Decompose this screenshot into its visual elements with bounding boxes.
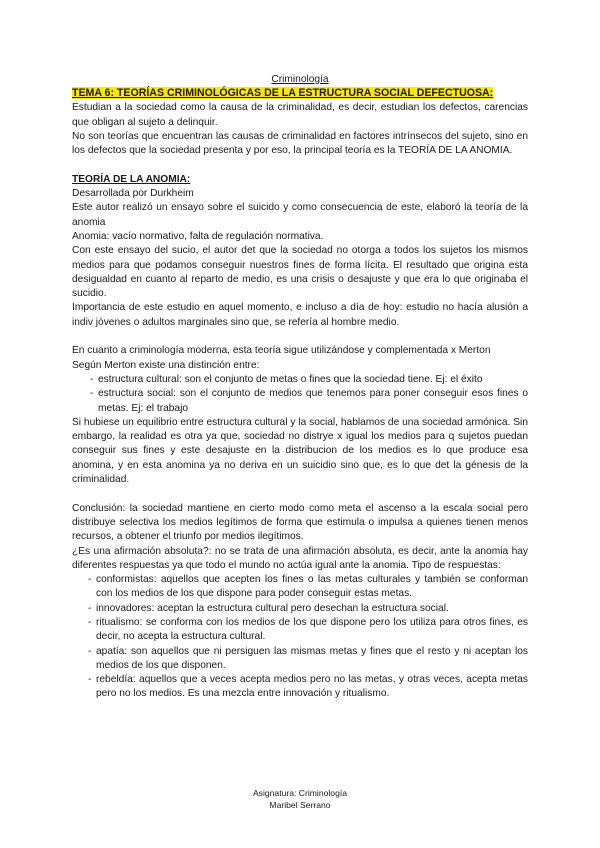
merton-paragraph: En cuanto a criminología moderna, esta teoría sigue utilizándose y complementada x Merton xyxy=(72,345,491,357)
list-item-text: estructura cultural: son el conjunto de metas o fines que la sociedad tiene. Ej: el éxito xyxy=(98,373,483,385)
dash-bullet: - xyxy=(88,574,92,586)
anomia-paragraph: Este autor realizó un ensayo sobre el suicido y como consecuencia de este, elaboró la teoría de la anomia xyxy=(72,202,528,228)
dash-bullet: - xyxy=(88,645,92,657)
list-item-text: ritualismo: se conforma con los medios de los que dispone pero los utiliza para otros fines, es decir, no acepta la estructura cultural. xyxy=(96,616,528,643)
tema-title: TEMA 6: TEORÍAS CRIMINOLÓGICAS DE LA ESTRUCTURA SOCIAL DEFECTUOSA: xyxy=(72,87,494,99)
tema-paragraph: No son teorías que encuentran las causas de criminalidad en factores intrínsecos del sujeto, sino en los defectos que la sociedad presenta y por eso, la principal teoría es la TEORÍA DE LA ANOMIA. xyxy=(72,130,528,157)
tema-paragraph: Estudian a la sociedad como la causa de la criminalidad, es decir, estudian los defectos, carencias que obligan al sujeto a delinquir. xyxy=(72,102,528,128)
page-footer xyxy=(0,787,600,811)
list-item xyxy=(72,387,528,416)
list-item-text: conformistas: aquellos que acepten los fines o las metas culturales y también se conforman con los medios de los que dispone para poder conseguir estas metas. xyxy=(96,574,528,600)
list-item xyxy=(72,645,528,674)
footer-author: Maribel Serrano xyxy=(269,800,331,810)
anomia-paragraph: Importancia de este estudio en aquel momento, e incluso a día de hoy: estudio no hacía alusión a indiv jóvenes o adultos marginales sino que, se refería al hombre medio. xyxy=(72,302,528,328)
anomia-title: TEORÍA DE LA ANOMIA: xyxy=(72,173,191,185)
list-item xyxy=(72,373,528,387)
dash-bullet: - xyxy=(90,373,94,385)
merton-paragraph: Según Merton existe una distinción entre: xyxy=(72,359,260,371)
footer-subject: Asignatura: Criminología xyxy=(252,788,348,798)
list-item-text: innovadores: aceptan la estructura cultural pero desechan la estructura social. xyxy=(96,602,449,614)
responses-list xyxy=(72,573,528,702)
anomia-paragraph: Con este ensayo del sucio, el autor det que la sociedad no otorga a todos los sujetos los mismos medios para que podamos conseguir nuestros fines de forma lícita. El resultado que origina esta desigualdad en cuanto al reparto de medio, es una crisis o desajuste y que era lo que originaba el sucidio. xyxy=(72,245,528,300)
list-item xyxy=(72,573,528,602)
spacer xyxy=(72,330,528,344)
list-item-text: estructura social: son el conjunto de medios que tenemos para poner conseguir esos fines o metas. Ej: el trabajo xyxy=(98,388,528,414)
dash-bullet: - xyxy=(90,388,94,400)
spacer xyxy=(72,487,528,501)
list-item-text: apatía: son aquellos que ni persiguen las mismas metas y fines que el resto y ni aceptan los medios de los que disponen. xyxy=(96,645,528,671)
list-item-text: rebeldía: aquellos que a veces acepta medios pero no las metas, y otras veces, acepta metas pero no los medios. Es una mezcla entre innovación y ritualismo. xyxy=(96,674,528,700)
tema-heading xyxy=(72,86,528,101)
document-body xyxy=(72,73,528,702)
conclusion-paragraph: Conclusión: la sociedad mantiene en cierto modo como meta el ascenso a la escala social pero distribuye selectiva los medios legítimos de forma que estimula o impulsa a quienes tienen menos recursos, a obtener el triunfo por medios ilegítimos. xyxy=(72,502,528,543)
list-item xyxy=(72,616,528,645)
page-header-title: Criminología xyxy=(271,74,329,85)
conclusion-paragraph: ¿Es una afirmación absoluta?: no se trata de una afirmación absoluta, es decir, ante la anomia hay diferentes respuestas ya que todo el mundo no actúa igual ante la anomia. Tipo de respuestas: xyxy=(72,545,528,571)
spacer xyxy=(72,158,528,172)
dash-bullet: - xyxy=(88,674,92,686)
dash-bullet: - xyxy=(88,616,92,628)
structure-list xyxy=(72,373,528,416)
anomia-paragraph: Anomia: vacío normativo, falta de regulación normativa. xyxy=(72,230,324,242)
anomia-paragraph: Desarrollada por Durkheim xyxy=(72,188,194,200)
list-item xyxy=(72,673,528,702)
list-item xyxy=(72,602,528,616)
equilibrium-paragraph: Si hubiese un equilibrio entre estructura cultural y la social, hablamos de una sociedad armónica. Sin embargo, la realidad es otra ya que, sociedad no distrye x igual los medios para q sujetos puedan conseguir sus fines y este desajuste en la distribucion de los medios es lo que produce esa anomina, y en esta anomina ya no deriva en un suicidio sino que, es lo que det la génesis de la criminalidad. xyxy=(72,416,528,486)
dash-bullet: - xyxy=(88,602,92,614)
